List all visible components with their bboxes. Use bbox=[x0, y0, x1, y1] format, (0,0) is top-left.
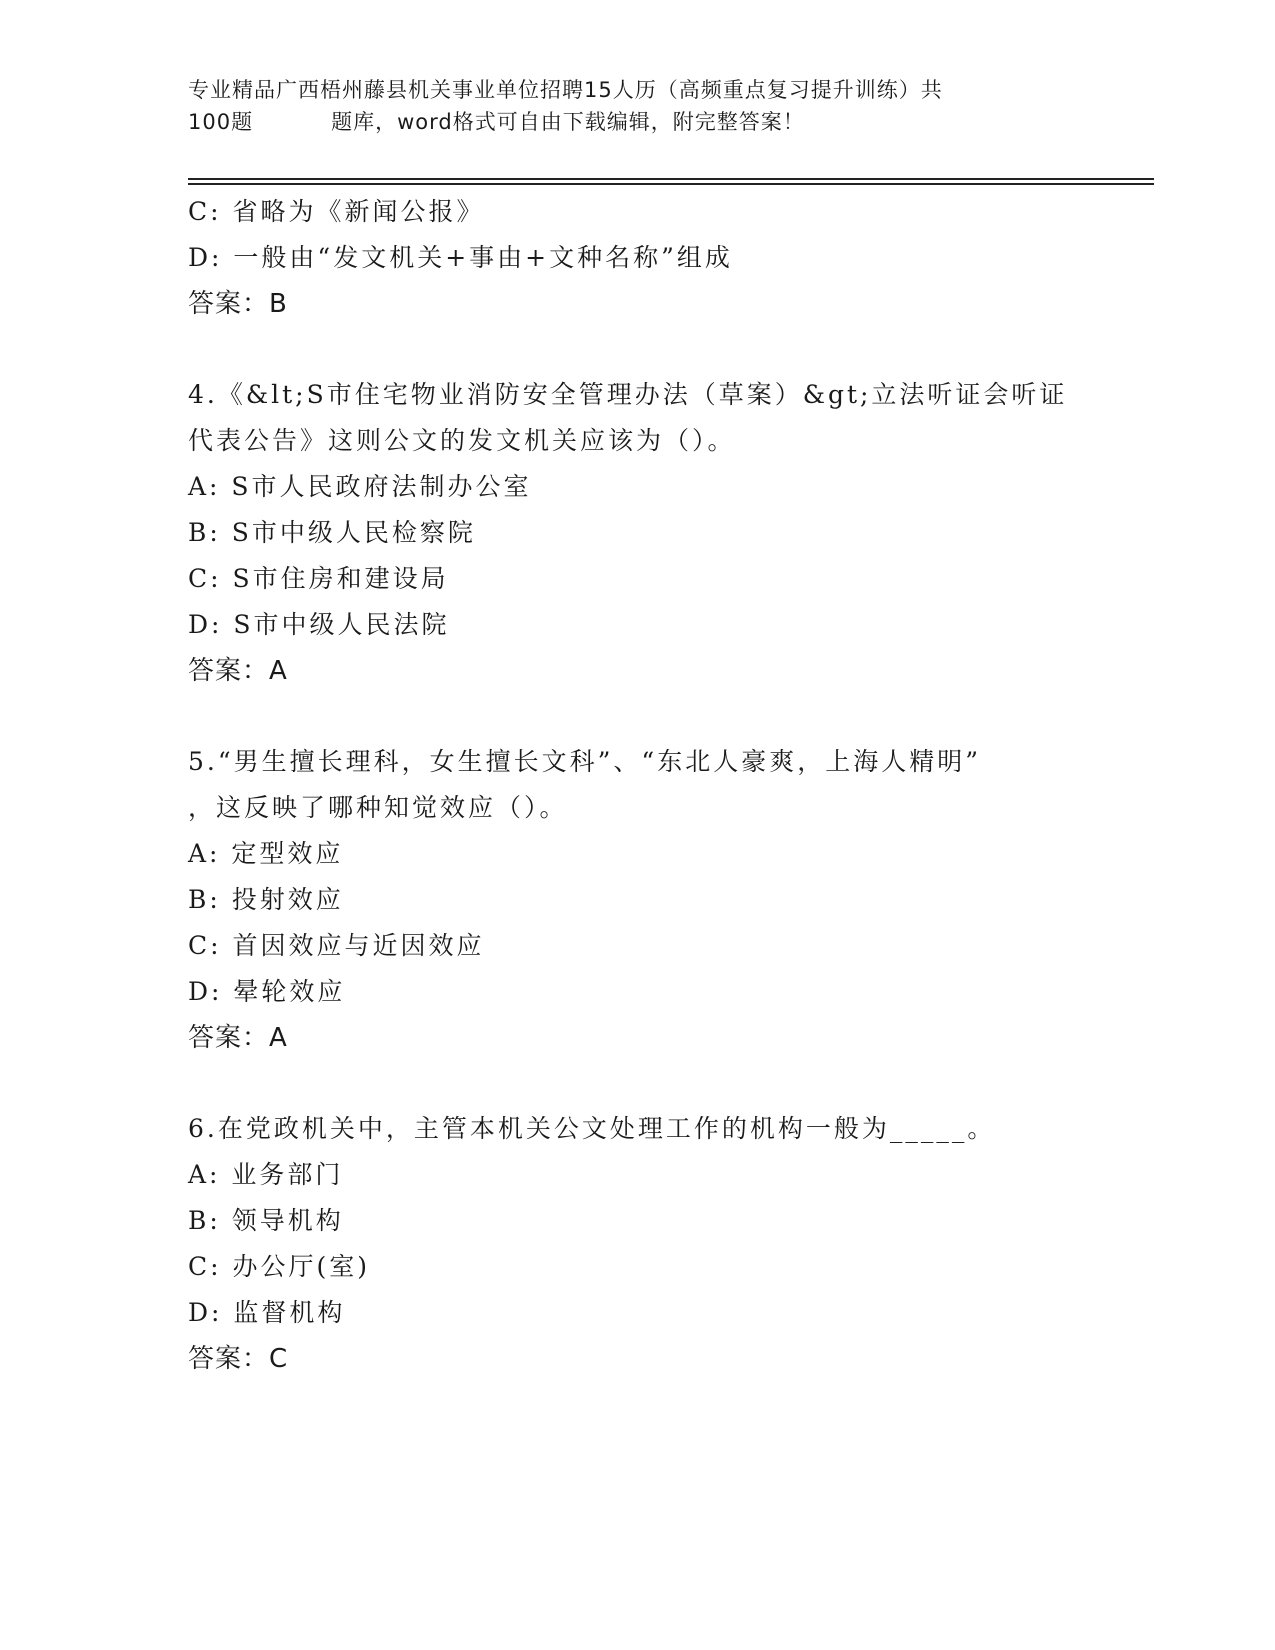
answer-line: 答案：A bbox=[188, 656, 288, 686]
header-divider-bottom bbox=[188, 183, 1154, 185]
question-stem-line2: 代表公告》这则公文的发文机关应该为（）。 bbox=[188, 426, 736, 455]
question-spacer bbox=[188, 327, 1154, 372]
question-stem-line1: 4.《&lt;S市住宅物业消防安全管理办法（草案）&gt;立法听证会听证 bbox=[188, 380, 1068, 409]
page-header bbox=[188, 74, 1088, 138]
answer-line: 答案：A bbox=[188, 1023, 288, 1053]
option-d: D: S市中级人民法院 bbox=[188, 610, 450, 639]
question-spacer bbox=[188, 1061, 1154, 1106]
question-stem-line1: 5.“男生擅长理科，女生擅长文科”、“东北人豪爽，上海人精明” bbox=[188, 747, 981, 776]
question-stem-line1: 6.在党政机关中，主管本机关公文处理工作的机构一般为_____。 bbox=[188, 1114, 996, 1143]
option-a: A: 业务部门 bbox=[188, 1160, 344, 1189]
header-divider-top bbox=[188, 178, 1154, 180]
header-title-line2 bbox=[188, 106, 1088, 138]
question-3 bbox=[188, 189, 1154, 327]
question-list bbox=[188, 189, 1154, 1382]
question-stem-line2: ，这反映了哪种知觉效应（）。 bbox=[188, 793, 568, 822]
question-4 bbox=[188, 372, 1154, 694]
header-title-line1: 专业精品广西梧州藤县机关事业单位招聘15人历（高频重点复习提升训练）共 bbox=[188, 78, 943, 102]
option-a: A: S市人民政府法制办公室 bbox=[188, 472, 532, 501]
option-c: C: 办公厅(室) bbox=[188, 1252, 371, 1281]
option-b: B: S市中级人民检察院 bbox=[188, 518, 476, 547]
option-c: C: 首因效应与近因效应 bbox=[188, 931, 485, 960]
option-c: C: S市住房和建设局 bbox=[188, 564, 449, 593]
question-6 bbox=[188, 1106, 1154, 1382]
option-a: A: 定型效应 bbox=[188, 839, 344, 868]
header-gap bbox=[253, 106, 331, 138]
option-d: D: 一般由“发文机关+事由+文种名称”组成 bbox=[188, 243, 733, 272]
option-d: D: 晕轮效应 bbox=[188, 977, 346, 1006]
option-b: B: 领导机构 bbox=[188, 1206, 344, 1235]
header-subtitle: 题库，word格式可自由下载编辑，附完整答案！ bbox=[331, 110, 805, 134]
option-d: D: 监督机构 bbox=[188, 1298, 346, 1327]
question-5 bbox=[188, 739, 1154, 1061]
answer-line: 答案：B bbox=[188, 289, 288, 319]
question-spacer bbox=[188, 694, 1154, 739]
option-b: B: 投射效应 bbox=[188, 885, 344, 914]
answer-line: 答案：C bbox=[188, 1344, 289, 1374]
header-count: 100题 bbox=[188, 110, 254, 134]
option-c: C: 省略为《新闻公报》 bbox=[188, 197, 485, 226]
